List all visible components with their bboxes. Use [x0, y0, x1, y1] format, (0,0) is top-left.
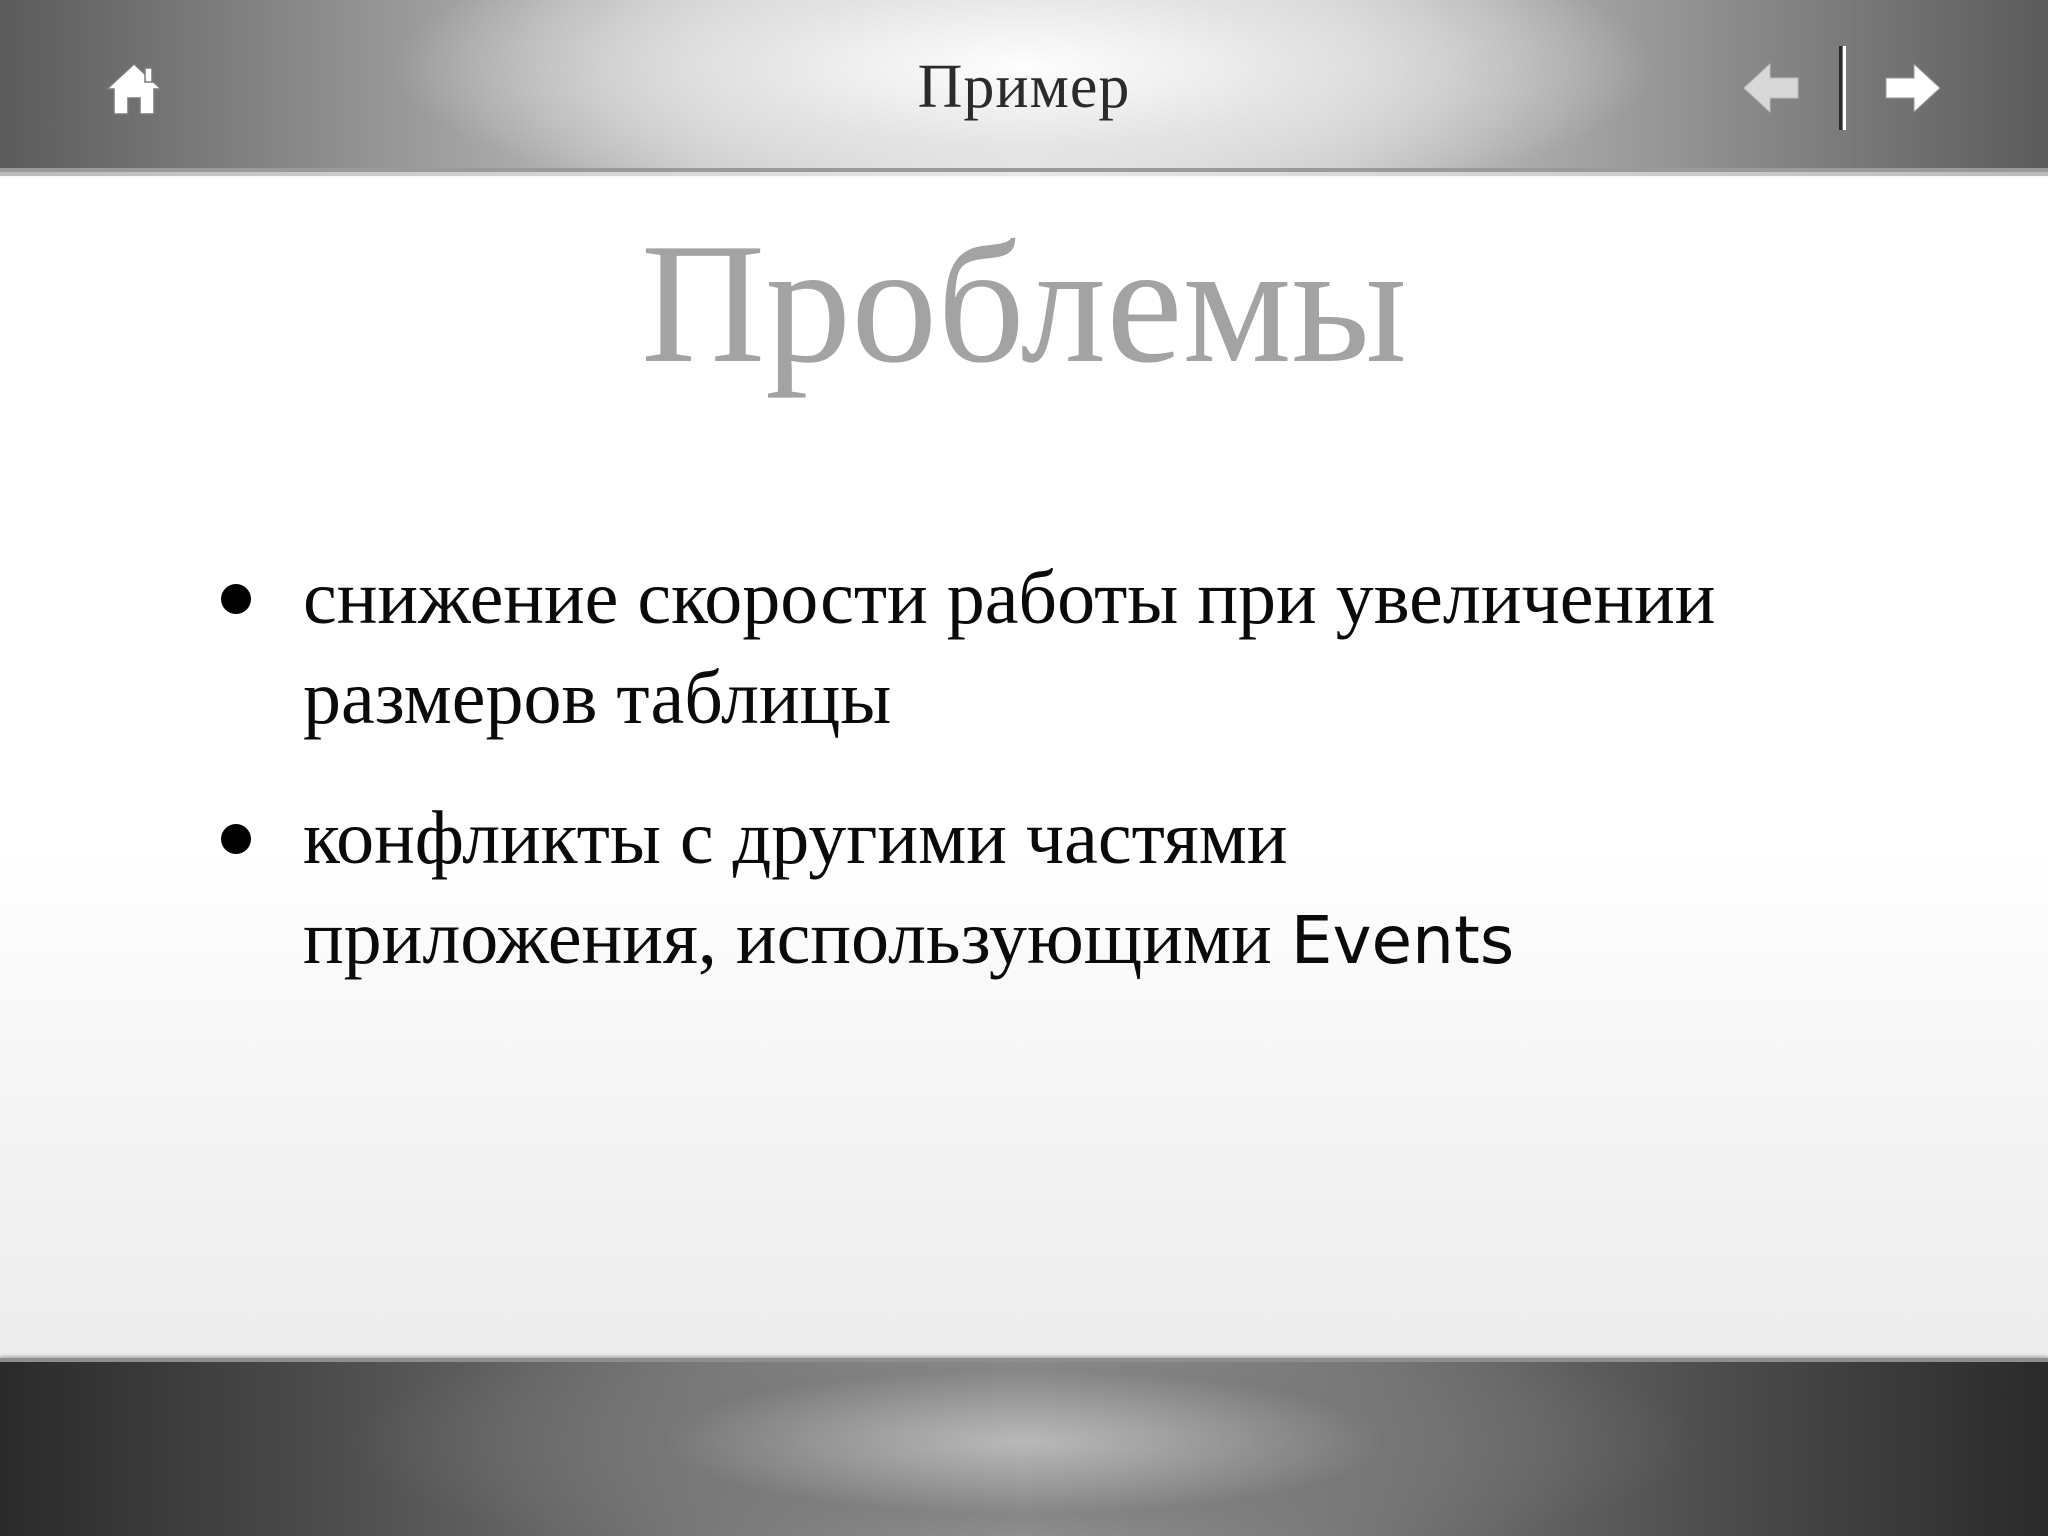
bottom-bar: [0, 1358, 2048, 1536]
slide-heading: Проблемы: [640, 209, 1408, 399]
list-item: [215, 788, 1915, 991]
presentation-title: Пример: [917, 53, 1131, 121]
bullet-line: размеров таблицы: [303, 656, 892, 740]
nav-divider: [1838, 46, 1848, 130]
bullet-line-sans: Events: [1290, 902, 1515, 979]
arrow-right-icon: [1882, 60, 1942, 116]
next-slide-button[interactable]: [1882, 60, 1942, 116]
bullet-line-serif: приложения, использующими: [303, 896, 1291, 980]
bullet-line: [303, 888, 1915, 991]
arrow-left-icon: [1742, 60, 1802, 116]
top-navigation-bar: [0, 0, 2048, 172]
bullet-icon: [221, 584, 251, 614]
previous-slide-button[interactable]: [1742, 60, 1802, 116]
bullet-text: [303, 788, 1915, 991]
bullet-list: [215, 548, 1915, 1031]
bullet-line: снижение скорости работы при увеличении: [303, 556, 1716, 640]
list-item: [215, 548, 1915, 748]
bullet-line: конфликты с другими частями: [303, 796, 1288, 880]
bullet-text: [303, 548, 1915, 748]
bullet-icon: [221, 824, 251, 854]
